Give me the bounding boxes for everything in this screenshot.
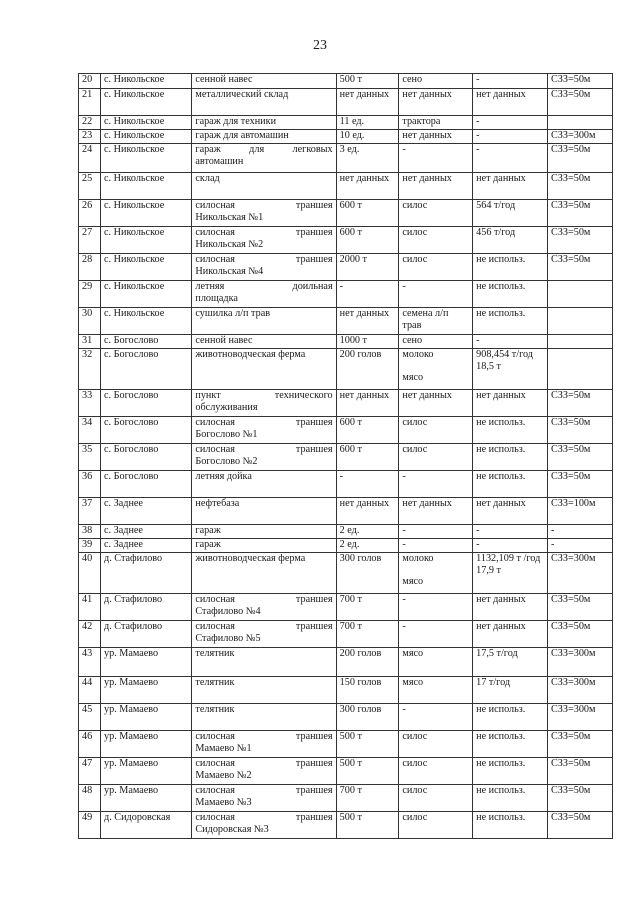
sanitary-zone-cell: СЗЗ=50м (548, 74, 613, 89)
table-row (79, 308, 613, 335)
sanitary-zone-cell: СЗЗ=50м (548, 731, 613, 758)
table-row (79, 731, 613, 758)
sanitary-zone-cell: - (548, 525, 613, 539)
sanitary-zone-cell: СЗЗ=50м (548, 89, 613, 116)
row-number-cell: 42 (79, 621, 101, 648)
object-line: Сидоровская №3 (195, 823, 269, 835)
capacity-cell: 500 т (336, 731, 399, 758)
table-row (79, 227, 613, 254)
table-row (79, 116, 613, 130)
volume-cell: не использ. (473, 704, 548, 731)
settlement-cell: ур. Мамаево (101, 758, 192, 785)
object-cell (192, 785, 336, 812)
row-number-cell: 43 (79, 648, 101, 677)
table-row (79, 704, 613, 731)
capacity-cell: 2 ед. (336, 525, 399, 539)
object-line: силосная траншея (195, 758, 333, 769)
volume-cell: 564 т/год (473, 200, 548, 227)
object-line: телятник (195, 704, 235, 715)
capacity-cell: 300 голов (336, 704, 399, 731)
sanitary-zone-cell (548, 335, 613, 349)
settlement-cell: с. Заднее (101, 539, 192, 553)
sanitary-zone-cell: СЗЗ=50м (548, 812, 613, 839)
object-line: телятник (195, 677, 235, 688)
object-line: нефтебаза (195, 498, 240, 509)
volume-cell: - (473, 525, 548, 539)
row-number-cell: 27 (79, 227, 101, 254)
capacity-cell: 600 т (336, 200, 399, 227)
sanitary-zone-cell (548, 349, 613, 390)
volume-cell: не использ. (473, 444, 548, 471)
table-row (79, 812, 613, 839)
volume-cell: - (473, 74, 548, 89)
object-cell (192, 254, 336, 281)
capacity-cell: 200 голов (336, 648, 399, 677)
product-cell: трактора (399, 116, 473, 130)
sanitary-zone-cell: СЗЗ=50м (548, 390, 613, 417)
object-cell (192, 89, 336, 116)
object-cell (192, 553, 336, 594)
row-number-cell: 40 (79, 553, 101, 594)
object-line: силосная траншея (195, 812, 333, 823)
object-cell (192, 308, 336, 335)
capacity-cell: 200 голов (336, 349, 399, 390)
sanitary-zone-cell (548, 116, 613, 130)
table-row (79, 525, 613, 539)
volume-cell: 456 т/год (473, 227, 548, 254)
table-row (79, 417, 613, 444)
product-cell: силос (399, 227, 473, 254)
settlement-cell: с. Никольское (101, 173, 192, 200)
settlement-cell: с. Никольское (101, 144, 192, 173)
object-cell (192, 648, 336, 677)
capacity-cell: 2000 т (336, 254, 399, 281)
volume-cell: - (473, 335, 548, 349)
row-number-cell: 35 (79, 444, 101, 471)
settlement-cell: с. Богослово (101, 417, 192, 444)
registry-table-body (79, 74, 613, 839)
product-cell: силос (399, 254, 473, 281)
capacity-cell: 700 т (336, 621, 399, 648)
row-number-cell: 34 (79, 417, 101, 444)
table-row (79, 281, 613, 308)
table-row (79, 254, 613, 281)
product-cell: мясо (399, 648, 473, 677)
product-cell: нет данных (399, 390, 473, 417)
table-row (79, 89, 613, 116)
object-cell (192, 758, 336, 785)
sanitary-zone-cell: СЗЗ=50м (548, 227, 613, 254)
capacity-cell: 700 т (336, 785, 399, 812)
volume-cell: не использ. (473, 417, 548, 444)
volume-cell: 17 т/год (473, 677, 548, 704)
product-cell: силос (399, 785, 473, 812)
object-line: пункт технического (195, 390, 333, 401)
volume-cell: не использ. (473, 731, 548, 758)
volume-cell: не использ. (473, 758, 548, 785)
volume-cell: не использ. (473, 254, 548, 281)
row-number-cell: 28 (79, 254, 101, 281)
object-cell (192, 417, 336, 444)
sanitary-zone-cell: СЗЗ=100м (548, 498, 613, 525)
table-row (79, 335, 613, 349)
object-line: летняя доильная (195, 281, 333, 292)
object-cell (192, 812, 336, 839)
table-row (79, 200, 613, 227)
product-cell: - (399, 144, 473, 173)
object-cell (192, 227, 336, 254)
settlement-cell: с. Никольское (101, 281, 192, 308)
capacity-cell: нет данных (336, 173, 399, 200)
product-cell: сено (399, 74, 473, 89)
product-cell: мясо (399, 677, 473, 704)
object-line: Никольская №1 (195, 211, 264, 223)
sanitary-zone-cell: СЗЗ=300м (548, 677, 613, 704)
object-line: гараж для автомашин (195, 130, 289, 141)
capacity-cell: нет данных (336, 498, 399, 525)
row-number-cell: 47 (79, 758, 101, 785)
table-row (79, 785, 613, 812)
object-cell (192, 621, 336, 648)
object-line: обслуживания (195, 401, 258, 413)
sanitary-zone-cell: СЗЗ=50м (548, 471, 613, 498)
table-row (79, 349, 613, 390)
row-number-cell: 21 (79, 89, 101, 116)
object-line: сушилка л/п трав (195, 308, 271, 319)
sanitary-zone-cell: СЗЗ=300м (548, 648, 613, 677)
object-line: металлический склад (195, 89, 289, 100)
product-cell: нет данных (399, 173, 473, 200)
volume-cell: не использ. (473, 471, 548, 498)
settlement-cell: ур. Мамаево (101, 785, 192, 812)
product-cell: силос (399, 417, 473, 444)
capacity-cell: - (336, 471, 399, 498)
table-row (79, 621, 613, 648)
object-line: Мамаево №1 (195, 742, 252, 754)
volume-cell: не использ. (473, 308, 548, 335)
volume-cell: нет данных (473, 173, 548, 200)
settlement-cell: с. Никольское (101, 116, 192, 130)
object-line: сенной навес (195, 74, 253, 85)
sanitary-zone-cell: СЗЗ=50м (548, 444, 613, 471)
product-cell: силос (399, 444, 473, 471)
object-cell (192, 281, 336, 308)
object-line: автомашин (195, 155, 244, 167)
object-line: силосная траншея (195, 785, 333, 796)
capacity-cell: 500 т (336, 758, 399, 785)
settlement-cell: с. Никольское (101, 200, 192, 227)
object-cell (192, 498, 336, 525)
row-number-cell: 23 (79, 130, 101, 144)
capacity-cell: 1000 т (336, 335, 399, 349)
row-number-cell: 37 (79, 498, 101, 525)
product-cell: нет данных (399, 498, 473, 525)
volume-cell: - (473, 144, 548, 173)
capacity-cell: - (336, 281, 399, 308)
settlement-cell: ур. Мамаево (101, 677, 192, 704)
volume-cell: нет данных (473, 621, 548, 648)
object-line: Никольская №4 (195, 265, 264, 277)
object-cell (192, 539, 336, 553)
capacity-cell: 600 т (336, 444, 399, 471)
volume-cell: нет данных (473, 498, 548, 525)
object-line: Мамаево №2 (195, 769, 252, 781)
sanitary-zone-cell: - (548, 539, 613, 553)
table-row (79, 553, 613, 594)
row-number-cell: 33 (79, 390, 101, 417)
row-number-cell: 31 (79, 335, 101, 349)
sanitary-zone-cell: СЗЗ=300м (548, 130, 613, 144)
volume-cell: не использ. (473, 785, 548, 812)
object-line: силосная траншея (195, 444, 333, 455)
object-line: животноводческая ферма (195, 349, 306, 360)
object-line: сенной навес (195, 335, 253, 346)
volume-cell: не использ. (473, 281, 548, 308)
volume-cell: 908,454 т/год 18,5 т (473, 349, 548, 390)
object-cell (192, 116, 336, 130)
object-line: площадка (195, 292, 238, 304)
sanitary-zone-cell: СЗЗ=50м (548, 254, 613, 281)
object-line: Никольская №2 (195, 238, 264, 250)
settlement-cell: с. Никольское (101, 308, 192, 335)
capacity-cell: нет данных (336, 89, 399, 116)
sanitary-zone-cell: СЗЗ=50м (548, 173, 613, 200)
row-number-cell: 22 (79, 116, 101, 130)
table-row (79, 74, 613, 89)
settlement-cell: д. Стафилово (101, 621, 192, 648)
table-row (79, 173, 613, 200)
object-cell (192, 144, 336, 173)
product-cell: нет данных (399, 130, 473, 144)
object-line: силосная траншея (195, 254, 333, 265)
sanitary-zone-cell: СЗЗ=50м (548, 785, 613, 812)
settlement-cell: ур. Мамаево (101, 731, 192, 758)
row-number-cell: 49 (79, 812, 101, 839)
product-cell: семена л/п трав (399, 308, 473, 335)
product-cell: - (399, 539, 473, 553)
capacity-cell: 700 т (336, 594, 399, 621)
object-line: гараж для техники (195, 116, 277, 127)
sanitary-zone-cell: СЗЗ=50м (548, 200, 613, 227)
table-row (79, 498, 613, 525)
product-cell: - (399, 281, 473, 308)
registry-table (78, 73, 613, 839)
product-cell: силос (399, 200, 473, 227)
table-row (79, 758, 613, 785)
table-row (79, 677, 613, 704)
object-cell (192, 731, 336, 758)
settlement-cell: с. Никольское (101, 130, 192, 144)
row-number-cell: 45 (79, 704, 101, 731)
settlement-cell: с. Никольское (101, 89, 192, 116)
table-row (79, 444, 613, 471)
product-cell: нет данных (399, 89, 473, 116)
capacity-cell: нет данных (336, 308, 399, 335)
sanitary-zone-cell: СЗЗ=50м (548, 621, 613, 648)
sanitary-zone-cell (548, 281, 613, 308)
row-number-cell: 39 (79, 539, 101, 553)
object-cell (192, 390, 336, 417)
object-cell (192, 471, 336, 498)
capacity-cell: 500 т (336, 74, 399, 89)
capacity-cell: 600 т (336, 227, 399, 254)
row-number-cell: 44 (79, 677, 101, 704)
table-row (79, 594, 613, 621)
settlement-cell: с. Никольское (101, 227, 192, 254)
capacity-cell: 11 ед. (336, 116, 399, 130)
settlement-cell: ур. Мамаево (101, 648, 192, 677)
settlement-cell: с. Богослово (101, 349, 192, 390)
settlement-cell: с. Богослово (101, 335, 192, 349)
object-line: склад (195, 173, 220, 184)
object-line: гараж (195, 525, 221, 536)
object-line: гараж (195, 539, 221, 550)
settlement-cell: ур. Мамаево (101, 704, 192, 731)
object-cell (192, 594, 336, 621)
object-line: силосная траншея (195, 621, 333, 632)
table-row (79, 539, 613, 553)
settlement-cell: д. Стафилово (101, 553, 192, 594)
capacity-cell: 300 голов (336, 553, 399, 594)
product-cell: - (399, 471, 473, 498)
settlement-cell: д. Стафилово (101, 594, 192, 621)
table-row (79, 390, 613, 417)
object-cell (192, 335, 336, 349)
object-cell (192, 704, 336, 731)
table-row (79, 471, 613, 498)
capacity-cell: 500 т (336, 812, 399, 839)
object-line: гараж для легковых (195, 144, 333, 155)
object-cell (192, 74, 336, 89)
object-line: Богослово №2 (195, 455, 258, 467)
product-cell: силос (399, 758, 473, 785)
capacity-cell: 10 ед. (336, 130, 399, 144)
object-line: летняя дойка (195, 471, 252, 482)
table-row (79, 130, 613, 144)
product-cell: - (399, 621, 473, 648)
object-line: телятник (195, 648, 235, 659)
volume-cell: 1132,109 т /год 17,9 т (473, 553, 548, 594)
settlement-cell: с. Богослово (101, 444, 192, 471)
sanitary-zone-cell: СЗЗ=300м (548, 553, 613, 594)
sanitary-zone-cell: СЗЗ=50м (548, 144, 613, 173)
volume-cell: нет данных (473, 594, 548, 621)
product-cell: сено (399, 335, 473, 349)
sanitary-zone-cell: СЗЗ=300м (548, 704, 613, 731)
object-cell (192, 200, 336, 227)
object-line: силосная траншея (195, 417, 333, 428)
settlement-cell: с. Никольское (101, 254, 192, 281)
product-cell: силос (399, 812, 473, 839)
row-number-cell: 25 (79, 173, 101, 200)
volume-cell: - (473, 539, 548, 553)
settlement-cell: с. Заднее (101, 525, 192, 539)
row-number-cell: 36 (79, 471, 101, 498)
object-line: силосная траншея (195, 227, 333, 238)
sanitary-zone-cell (548, 308, 613, 335)
object-line: Стафилово №4 (195, 605, 261, 617)
capacity-cell: нет данных (336, 390, 399, 417)
object-line: силосная траншея (195, 731, 333, 742)
capacity-cell: 150 голов (336, 677, 399, 704)
product-cell: силос (399, 731, 473, 758)
volume-cell: нет данных (473, 390, 548, 417)
sanitary-zone-cell: СЗЗ=50м (548, 758, 613, 785)
capacity-cell: 600 т (336, 417, 399, 444)
settlement-cell: с. Заднее (101, 498, 192, 525)
object-line: животноводческая ферма (195, 553, 306, 564)
row-number-cell: 41 (79, 594, 101, 621)
sanitary-zone-cell: СЗЗ=50м (548, 417, 613, 444)
product-cell: - (399, 525, 473, 539)
row-number-cell: 32 (79, 349, 101, 390)
settlement-cell: д. Сидоровская (101, 812, 192, 839)
row-number-cell: 30 (79, 308, 101, 335)
row-number-cell: 24 (79, 144, 101, 173)
row-number-cell: 38 (79, 525, 101, 539)
object-cell (192, 173, 336, 200)
row-number-cell: 29 (79, 281, 101, 308)
object-line: Стафилово №5 (195, 632, 261, 644)
product-cell: - (399, 704, 473, 731)
capacity-cell: 3 ед. (336, 144, 399, 173)
volume-cell: нет данных (473, 89, 548, 116)
page-number: 23 (313, 38, 327, 53)
product-cell: - (399, 594, 473, 621)
row-number-cell: 20 (79, 74, 101, 89)
object-line: силосная траншея (195, 594, 333, 605)
settlement-cell: с. Богослово (101, 471, 192, 498)
product-cell: молоко мясо (399, 553, 473, 594)
sanitary-zone-cell: СЗЗ=50м (548, 594, 613, 621)
volume-cell: не использ. (473, 812, 548, 839)
object-cell (192, 349, 336, 390)
row-number-cell: 48 (79, 785, 101, 812)
object-cell (192, 525, 336, 539)
volume-cell: - (473, 116, 548, 130)
settlement-cell: с. Богослово (101, 390, 192, 417)
capacity-cell: 2 ед. (336, 539, 399, 553)
row-number-cell: 26 (79, 200, 101, 227)
table-row (79, 144, 613, 173)
object-cell (192, 444, 336, 471)
table-row (79, 648, 613, 677)
volume-cell: - (473, 130, 548, 144)
object-line: Мамаево №3 (195, 796, 252, 808)
object-line: Богослово №1 (195, 428, 258, 440)
volume-cell: 17,5 т/год (473, 648, 548, 677)
settlement-cell: с. Никольское (101, 74, 192, 89)
object-line: силосная траншея (195, 200, 333, 211)
row-number-cell: 46 (79, 731, 101, 758)
object-cell (192, 130, 336, 144)
object-cell (192, 677, 336, 704)
product-cell: молоко мясо (399, 349, 473, 390)
